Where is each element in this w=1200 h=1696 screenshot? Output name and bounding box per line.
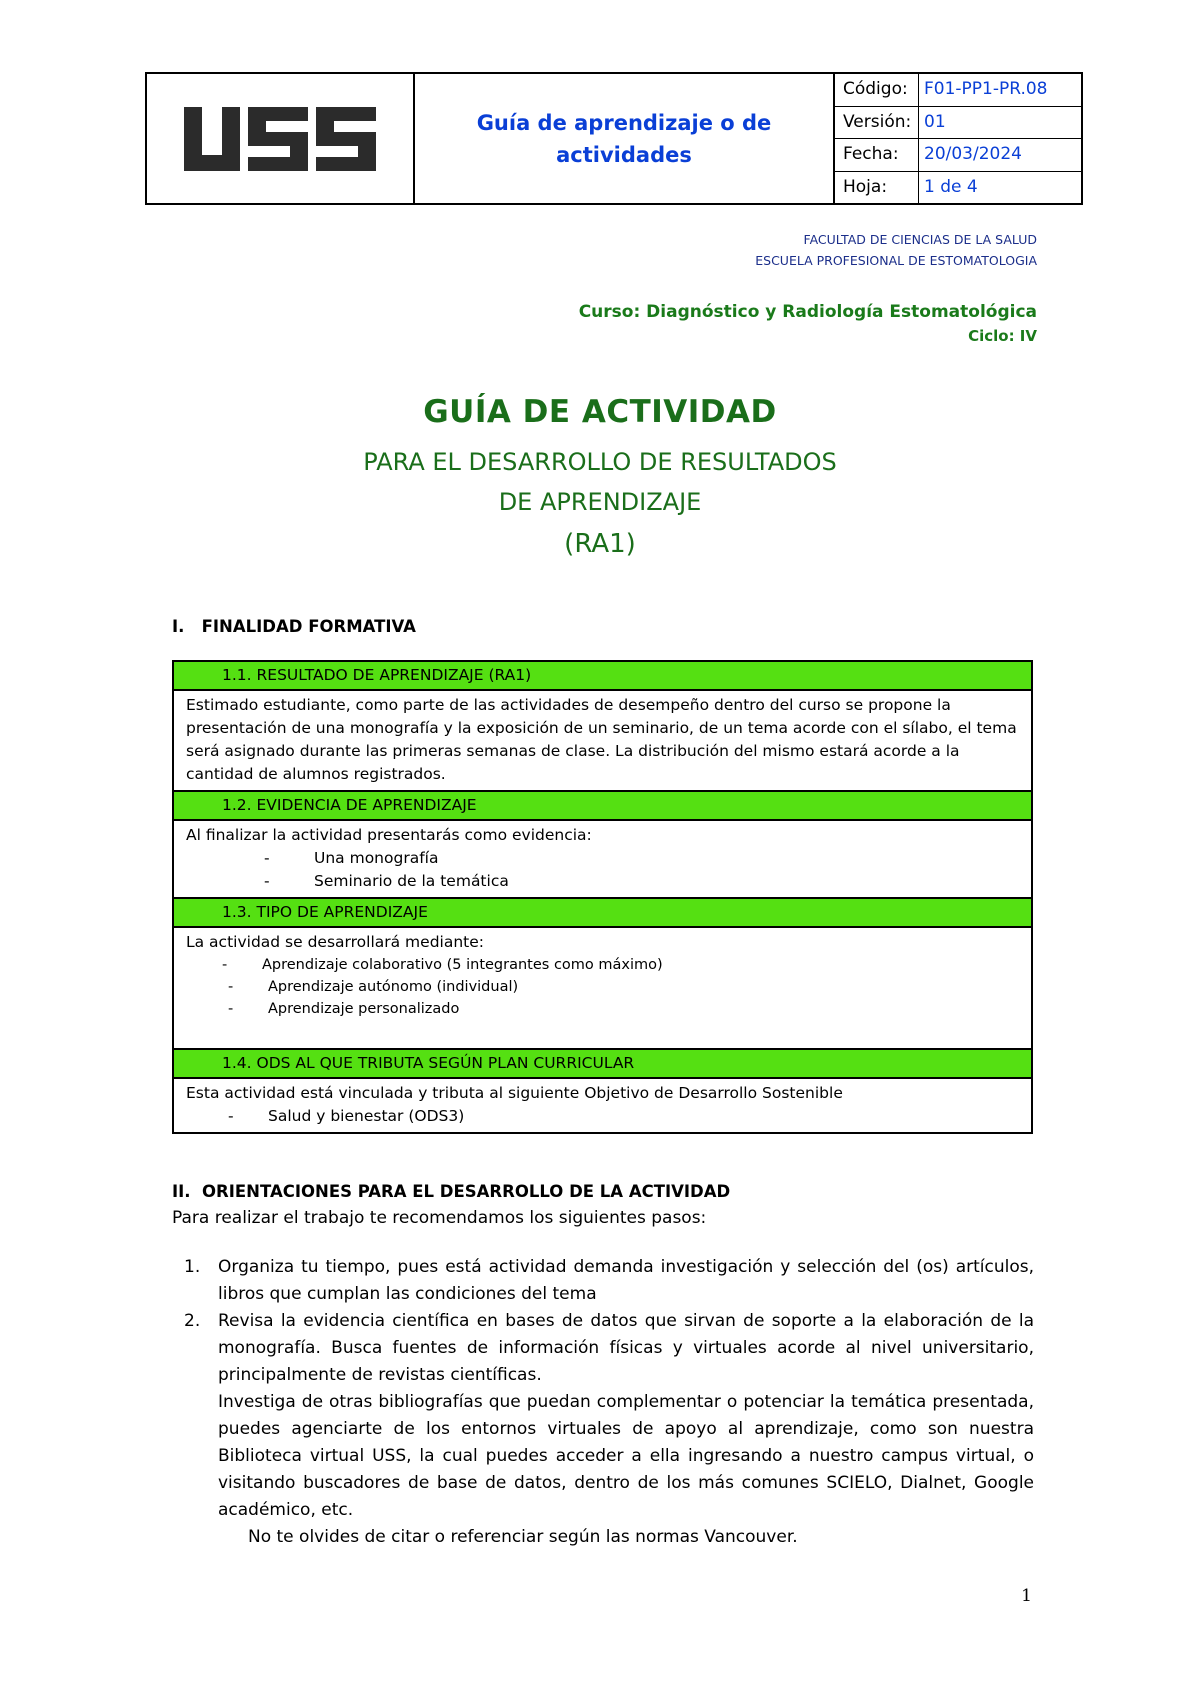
list-item [186, 954, 1021, 976]
list-item-text: Salud y bienestar (ODS3) [268, 1107, 465, 1125]
list-dash: - [264, 872, 270, 890]
table-row-header: 1.4. ODS AL QUE TRIBUTA SEGÚN PLAN CURRICULAR [174, 1050, 1031, 1079]
meta-row-sheet [835, 172, 1081, 204]
list-item [186, 998, 1021, 1020]
section-1-heading: I. FINALIDAD FORMATIVA [172, 617, 416, 636]
list-dash: - [222, 957, 228, 973]
evidence-intro: Al finalizar la actividad presentarás como evidencia: [186, 826, 592, 844]
list-item-text: Seminario de la temática [314, 872, 509, 890]
course-name: Curso: Diagnóstico y Radiología Estomatológica [578, 302, 1037, 322]
section-2-intro: Para realizar el trabajo te recomendamos los siguientes pasos: [172, 1208, 707, 1228]
list-item [186, 976, 1021, 998]
steps-list [172, 1254, 1034, 1551]
section-2-heading: II. ORIENTACIONES PARA EL DESARROLLO DE LA ACTIVIDAD [172, 1182, 731, 1201]
meta-value: F01-PP1-PR.08 [924, 79, 1048, 99]
header-meta-table [835, 74, 1081, 203]
table-row-body [174, 928, 1031, 1050]
ods-intro: Esta actividad está vinculada y tributa al siguiente Objetivo de Desarrollo Sostenible [186, 1084, 843, 1102]
document-subtitle-code: (RA1) [564, 529, 636, 559]
meta-label: Versión: [835, 107, 919, 139]
uss-logo-mark [180, 103, 380, 175]
list-dash: - [228, 1001, 234, 1017]
list-item-text: Organiza tu tiempo, pues está actividad demanda investigación y selección del (os) artículos, libros que cumplan las condiciones del tema [218, 1257, 1034, 1304]
list-item [172, 1308, 1034, 1551]
document-subtitle-line1: PARA EL DESARROLLO DE RESULTADOS [363, 448, 837, 476]
course-cycle: Ciclo: IV [968, 327, 1037, 345]
page-number: 1 [1021, 1586, 1032, 1606]
meta-value: 01 [924, 111, 946, 132]
table-row-header: 1.3. TIPO DE APRENDIZAJE [174, 899, 1031, 928]
list-item-text: Revisa la evidencia científica en bases de datos que sirvan de soporte a la elaboración de la monografía. Busca fuentes de información físicas y virtuales acorde al nivel universitario, principalmente de revistas científicas. [218, 1311, 1034, 1385]
learning-type-intro: La actividad se desarrollará mediante: [186, 933, 484, 951]
uss-logo [147, 74, 415, 203]
list-item [186, 847, 1021, 870]
citation-note: No te olvides de citar o referenciar según las normas Vancouver. [248, 1527, 798, 1547]
meta-label: Fecha: [835, 139, 919, 171]
meta-label: Código: [835, 74, 919, 106]
table-row-body [174, 691, 1031, 792]
header-title: Guía de aprendizaje o de actividades [415, 74, 835, 203]
list-item-text-continued: Investiga de otras bibliografías que puedan complementar o potenciar la temática presentada, puedes agenciarte de los entornos virtuales de apoyo al aprendizaje, como son nuestra Biblioteca virtual USS, la cual puedes acceder a ella ingresando a nuestro campus virtual, o visitando buscadores de base de datos, dentro de los más comunes SCIELO, Dialnet, Google académico, etc. [218, 1392, 1034, 1520]
list-dash: - [228, 1107, 234, 1125]
list-item-text: Una monografía [314, 849, 439, 867]
list-dash: - [228, 979, 234, 995]
list-item [186, 1105, 1021, 1128]
list-item [172, 1254, 1034, 1308]
list-dash: - [264, 849, 270, 867]
table-row-body [174, 1079, 1031, 1132]
document-subtitle-line2: DE APRENDIZAJE [498, 488, 702, 516]
learning-outcome-text: Estimado estudiante, como parte de las actividades de desempeño dentro del curso se propone la presentación de una monografía y la exposición de un seminario, de un tema acorde con el sílabo, el tema será asignado durante las primeras semanas de clase. La distribución del mismo estará acorde a la cantidad de alumnos registrados. [186, 696, 1017, 783]
faculty-name: FACULTAD DE CIENCIAS DE LA SALUD [803, 232, 1037, 247]
meta-row-version [835, 107, 1081, 140]
document-title: GUÍA DE ACTIVIDAD [423, 394, 777, 430]
meta-row-code [835, 74, 1081, 107]
meta-row-date [835, 139, 1081, 172]
document-header [145, 72, 1083, 205]
table-row-header: 1.1. RESULTADO DE APRENDIZAJE (RA1) [174, 662, 1031, 691]
meta-value: 1 de 4 [924, 176, 978, 197]
list-item [186, 870, 1021, 893]
list-item-text: Aprendizaje colaborativo (5 integrantes como máximo) [262, 957, 663, 973]
list-item-text: Aprendizaje autónomo (individual) [268, 979, 519, 995]
formative-table [172, 660, 1033, 1134]
list-item-number: 2. [184, 1311, 201, 1331]
meta-value: 20/03/2024 [924, 144, 1022, 164]
school-name: ESCUELA PROFESIONAL DE ESTOMATOLOGIA [755, 253, 1037, 268]
meta-label: Hoja: [835, 172, 919, 204]
list-item-number: 1. [184, 1257, 201, 1277]
list-item-text: Aprendizaje personalizado [268, 1001, 460, 1017]
table-row-body [174, 821, 1031, 899]
table-row-header: 1.2. EVIDENCIA DE APRENDIZAJE [174, 792, 1031, 821]
